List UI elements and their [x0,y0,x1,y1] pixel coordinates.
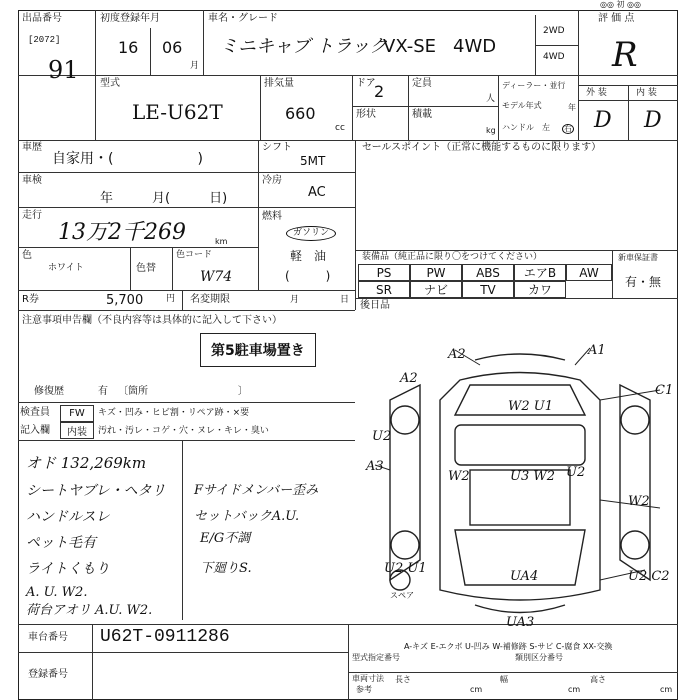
type-designation-label: 型式指定番号 [352,653,400,662]
vehicle-size-label: 車両寸法 [352,674,384,683]
vehicle-name-label: 車名・グレード [208,13,278,24]
color-label: 色 [22,250,32,261]
mark-u2-u1: U2 U1 [384,561,427,576]
model-label: 型式 [100,78,120,89]
mark-u2-right: U2 [566,465,586,480]
equip-pw: PW [410,264,462,281]
note-odometer: オド 132,269km [26,454,147,472]
mileage-unit: km [215,237,228,246]
exterior-grade: D [594,108,612,133]
color-code: W74 [200,269,233,285]
deadline-month-unit: 月 [290,295,300,305]
overall-score: R [612,35,638,75]
model-year-unit: 年 [568,103,576,112]
note-frame: Fサイドメンバー歪み [194,483,319,498]
note-engine: E/G不調 [200,531,251,546]
history-value: 自家用・( ) [52,151,203,167]
handle-left: 左 [542,123,550,132]
model-code: LE-U62T [132,100,223,124]
note-seat: シートヤブレ・ヘタリ [26,483,166,499]
note-marks: A. U. W2. [26,585,88,600]
fw-cell: FW [60,405,94,422]
mark-a1-front: A1 [588,343,606,358]
notes-label: 注意事項申告欄（不良内容等は具体的に記入して下さい） [22,315,282,326]
note-setback: セットバックA.U. [194,509,300,524]
interior-cell: 内装 [60,422,94,439]
shaken-value: 年 月( 日) [100,191,228,206]
exterior-label: 外 装 [586,88,607,98]
width-label: 幅 [500,675,508,684]
note-light: ライトくもり [26,561,110,577]
reg-year: 16 [118,38,139,57]
spare-label: スペア [390,591,414,600]
dealer-label: ディーラー・並行 [502,81,566,90]
equip-aw: AW [566,264,612,281]
height-unit: cm [660,685,673,694]
lot-sub: [2072] [28,35,61,45]
deadline-day-unit: 日 [340,295,350,305]
deadline-label: 名変期限 [190,294,230,305]
mark-w2-u1: W2 U1 [508,399,553,414]
vehicle-damage-diagram [360,340,678,630]
color-code-label: 色コード [176,250,213,260]
interior-grade: D [644,108,662,133]
height-label: 高さ [590,675,606,684]
chassis-label: 車台番号 [28,632,68,643]
color-change-label: 色替 [136,263,156,274]
length-label: 長さ [395,675,411,684]
vehicle-size-ref: 参考 [356,685,372,694]
lot-number: 91 [48,56,79,84]
shaken-label: 車検 [22,175,42,186]
diagram-legend: A-キズ E-エクボ U-凹み W-補修跡 S-サビ C-腐食 XX-交換 [404,642,613,651]
note-handle: ハンドルスレ [26,509,110,525]
displacement: 660 [285,104,316,123]
mark-c1: C1 [655,383,674,398]
chassis-number: U62T-0911286 [100,627,230,647]
equipment-label: 装備品（純正品に限り〇をつけてください） [362,252,543,262]
mark-ua3: UA3 [506,615,535,630]
note-underbody: 下廻りS. [200,561,252,576]
handle-right: 右 [564,124,572,133]
color-value: ホワイト [48,263,84,273]
parking-badge: 第5駐車場置き [200,333,316,367]
note-cargo-bed: 荷台アオリ A.U. W2. [26,603,153,618]
warranty-label: 新車保証書 [618,253,658,262]
top-right-note: ◎◎ 初 ◎◎ [600,0,642,9]
door-label: ドア [356,78,376,89]
load-unit: kg [486,126,496,135]
model-year-label: モデル年式 [502,101,542,110]
after-items-label: 後日品 [360,300,390,311]
repair-history-label: 修復歴 [34,386,64,397]
recycle-unit: 円 [166,294,176,304]
vehicle-drive: 4WD [453,36,497,57]
displacement-label: 排気量 [264,78,294,89]
fw-items: キズ・凹み・ヒビ割・リペア跡・×要 [98,408,250,418]
mileage-label: 走行 [22,210,42,221]
lot-label: 出品番号 [22,13,62,24]
interior-items: 汚れ・汚レ・コゲ・穴・ヌレ・キレ・臭い [98,426,269,436]
note-pet-hair: ペット毛有 [26,535,96,551]
load-label: 積載 [412,109,432,120]
mark-ua4: UA4 [510,569,539,584]
mark-w2-side: W2 [628,494,650,509]
mark-u2-c2: U2 C2 [628,569,670,584]
repair-history-value: 有 [98,386,108,397]
record-label: 記入欄 [20,425,50,436]
handle-label: ハンドル [502,123,534,132]
doors: 2 [374,82,385,101]
shape-label: 形状 [356,109,376,120]
capacity-unit: 人 [486,94,496,104]
equip-leather: カワ [514,281,566,298]
category-number-label: 類別区分番号 [515,653,563,662]
fuel-gasoline: ガソリン [286,226,336,241]
mark-a2-front: A2 [448,347,466,362]
mileage-value: 13万2千269 [58,220,186,245]
repair-history-detail: 〔箇所 〕 [118,386,248,397]
vehicle-grade: VX-SE [383,36,437,57]
equip-navi: ナビ [410,281,462,298]
reg-month-unit: 月 [190,61,200,71]
fuel-paren: ( ) [285,269,331,283]
score-label: 評 価 点 [598,13,635,24]
interior-label: 内 装 [636,88,657,98]
ac-label: 冷房 [262,175,282,186]
capacity-label: 定員 [412,78,432,89]
vehicle-name: ミニキャブ トラック [220,36,388,57]
displacement-unit: cc [335,123,345,133]
shift-label: シフト [262,142,292,153]
history-label: 車歴 [22,142,42,153]
sales-point-label: セールスポイント（正常に機能するものに限ります） [362,142,602,153]
shift-value: 5MT [300,154,326,168]
opt-2wd: 2WD [543,26,565,36]
recycle-label: R券 [22,294,39,305]
reg-month: 06 [162,38,183,57]
equip-abs: ABS [462,264,514,281]
mark-u2-left: U2 [372,429,392,444]
mark-w2-center-left: W2 [448,469,470,484]
equip-tv: TV [462,281,514,298]
fuel-label: 燃料 [262,211,282,222]
reg-year-label: 初度登録年月 [100,13,160,24]
width-unit: cm [568,685,581,694]
mark-u3-w2: U3 W2 [510,469,555,484]
recycle-value: 5,700 [106,293,144,308]
length-unit: cm [470,685,483,694]
opt-4wd: 4WD [543,52,565,62]
mark-a3: A3 [366,459,384,474]
equip-airbag: エアB [514,264,566,281]
registration-label: 登録番号 [28,669,68,680]
ac-value: AC [308,185,326,200]
warranty-value: 有・無 [625,275,662,289]
equip-sr: SR [358,281,410,298]
mark-a2-side: A2 [400,371,418,386]
equip-ps: PS [358,264,410,281]
fuel-light-oil: 軽 油 [290,249,327,263]
inspector-label: 検査員 [20,407,50,418]
